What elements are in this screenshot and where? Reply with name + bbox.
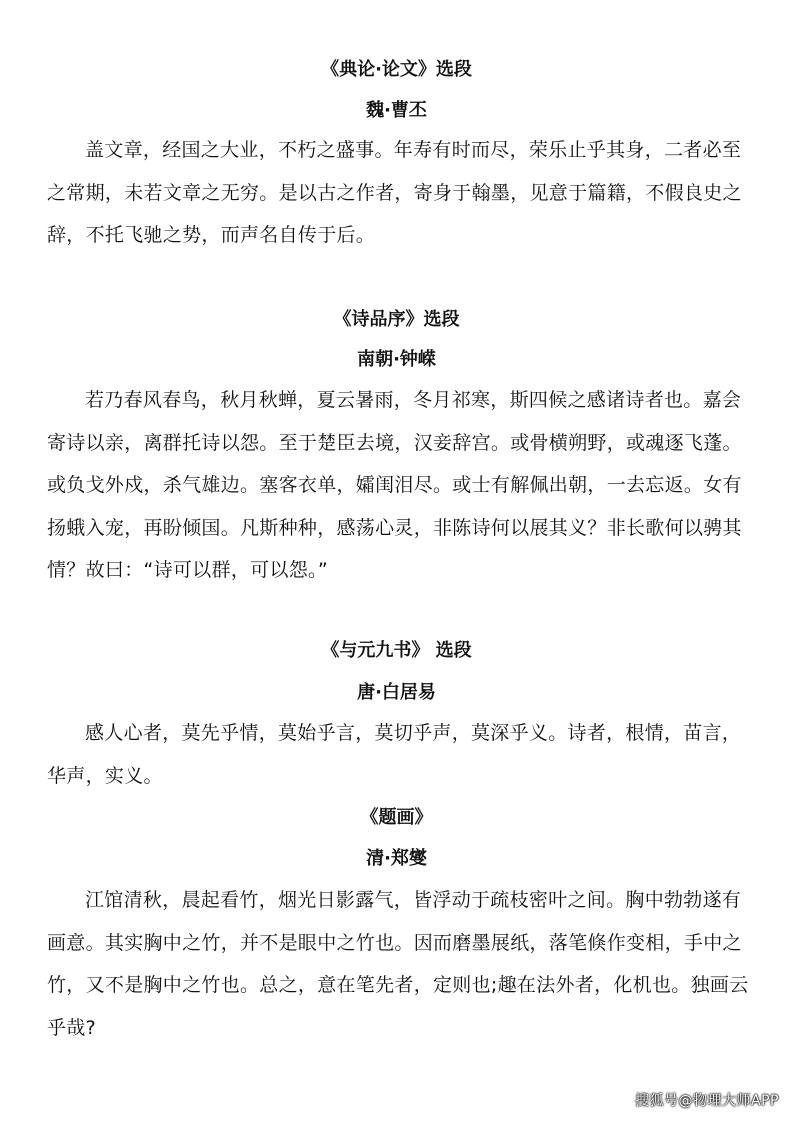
source-watermark: 搜狐号@物理大师APP [635, 1093, 779, 1109]
section-author-zhengxie: 清·郑燮 [366, 848, 427, 869]
section-text-tihua: 江馆清秋，晨起看竹，烟光日影露气，皆浮动于疏枝密叶之间。胸中勃勃遂有画意。其实胸中之竹，并不是眼中之竹也。因而磨墨展纸，落笔倏作变相，手中之竹，又不是胸中之竹也。总之，意在笔先者，定则也;趣在法外者，化机也。独画云乎哉? [47, 889, 749, 1039]
section-title-yuyuanjiushu: 《与元九书》 选段 [321, 640, 472, 661]
section-author-caopi: 魏·曹丕 [366, 100, 427, 121]
section-title-tihua: 《题画》 [360, 807, 433, 828]
section-text-dianlun: 盖文章，经国之大业，不朽之盛事。年寿有时而尽，荣乐止乎其身，二者必至之常期，未若文章之无穷。是以古之作者，寄身于翰墨，见意于篇籍，不假良史之辞，不托飞驰之势，而声名自传于后。 [47, 139, 742, 246]
section-text-shipinxu: 若乃春风春鸟，秋月秋蝉，夏云暑雨，冬月祁寒，斯四候之感诸诗者也。嘉会寄诗以亲，离群托诗以怨。至于楚臣去境，汉妾辞宫。或骨横朔野，或魂逐飞蓬。或负戈外戍，杀气雄边。塞客衣单，孀闺泪尽。或士有解佩出朝，一去忘返。女有扬蛾入宠，再盼倾国。凡斯种种，感荡心灵，非陈诗何以展其义？非长歌何以骋其情？故曰：“诗可以群，可以怨。” [47, 389, 742, 581]
section-title-shipinxu: 《诗品序》选段 [333, 309, 460, 330]
section-title-dianlun: 《典论·论文》选段 [321, 59, 472, 80]
section-author-baijuyi: 唐·白居易 [357, 682, 436, 703]
section-author-zhongrong: 南朝·钟嵘 [357, 349, 436, 370]
section-text-yuyuanjiushu: 感人心者，莫先乎情，莫始乎言，莫切乎声，莫深乎义。诗者，根情，苗言，华声，实义。 [47, 722, 742, 787]
